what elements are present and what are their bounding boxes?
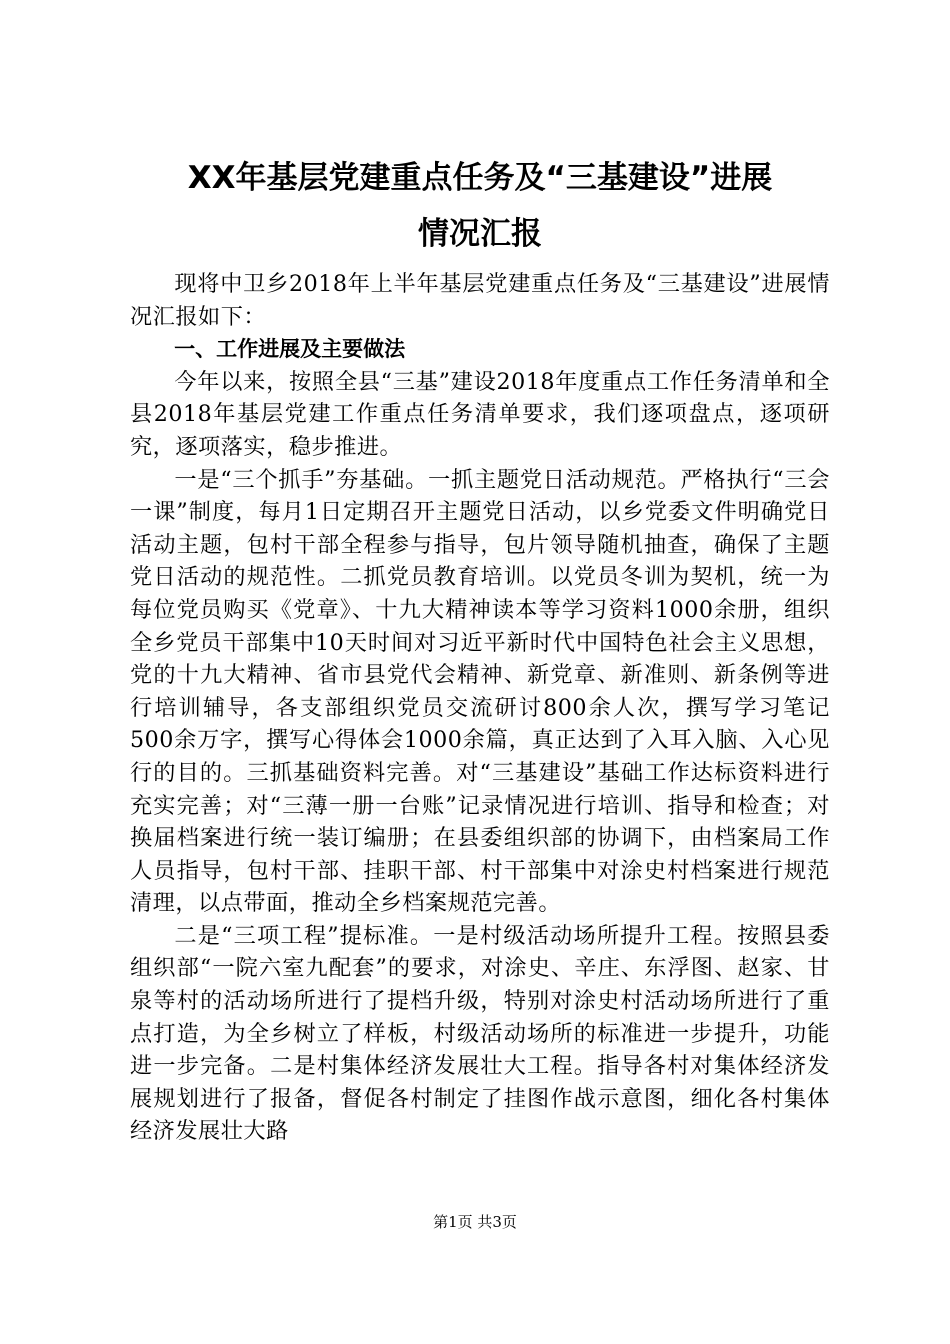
- document-title: [130, 150, 830, 262]
- page-footer: 第1页 共3页: [433, 1213, 517, 1231]
- paragraph-three-projects: 二是“三项工程”提标准。一是村级活动场所提升工程。按照县委组织部“一院六室九配套”的要求，对涂史、辛庄、东浮图、赵家、甘泉等村的活动场所进行了提档升级，特别对涂史村活动场所进行了重点打造，为全乡树立了样板，村级活动场所的标准进一步提升，功能进一步完备。二是村集体经济发展壮大工程。指导各村对集体经济发展规划进行了报备，督促各村制定了挂图作战示意图，细化各村集体经济发展壮大路: [130, 922, 830, 1145]
- title-line-2: 情况汇报: [418, 216, 542, 252]
- paragraph-overview: 今年以来，按照全县“三基”建设2018年度重点工作任务清单和全县2018年基层党建工作重点任务清单要求，我们逐项盘点，逐项研究，逐项落实，稳步推进。: [130, 368, 830, 460]
- paragraph-three-levers: 一是“三个抓手”夯基础。一抓主题党日活动规范。严格执行“三会一课”制度，每月1日定期召开主题党日活动，以乡党委文件明确党日活动主题，包村干部全程参与指导，包片领导随机抽查，确保了主题党日活动的规范性。二抓党员教育培训。以党员冬训为契机，统一为每位党员购买《党章》、十九大精神读本等学习资料1000余册，组织全乡党员干部集中10天时间对习近平新时代中国特色社会主义思想，党的十九大精神、省市县党代会精神、新党章、新准则、新条例等进行培训辅导，各支部组织党员交流研讨800余人次，撰写学习笔记500余万字，撰写心得体会1000余篇，真正达到了入耳入脑、入心见行的目的。三抓基础资料完善。对“三基建设”基础工作达标资料进行充实完善；对“三薄一册一台账”记录情况进行培训、指导和检查；对换届档案进行统一装订编册；在县委组织部的协调下，由档案局工作人员指导，包村干部、挂职干部、村干部集中对涂史村档案进行规范清理，以点带面，推动全乡档案规范完善。: [130, 466, 830, 917]
- section-heading: 一、工作进展及主要做法: [174, 337, 406, 362]
- document-page: [130, 150, 830, 1148]
- document-body: [130, 268, 830, 1148]
- title-line-1: XX年基层党建重点任务及“三基建设”进展: [187, 160, 773, 196]
- intro-paragraph: 现将中卫乡2018年上半年基层党建重点任务及“三基建设”进展情况汇报如下：: [130, 271, 830, 330]
